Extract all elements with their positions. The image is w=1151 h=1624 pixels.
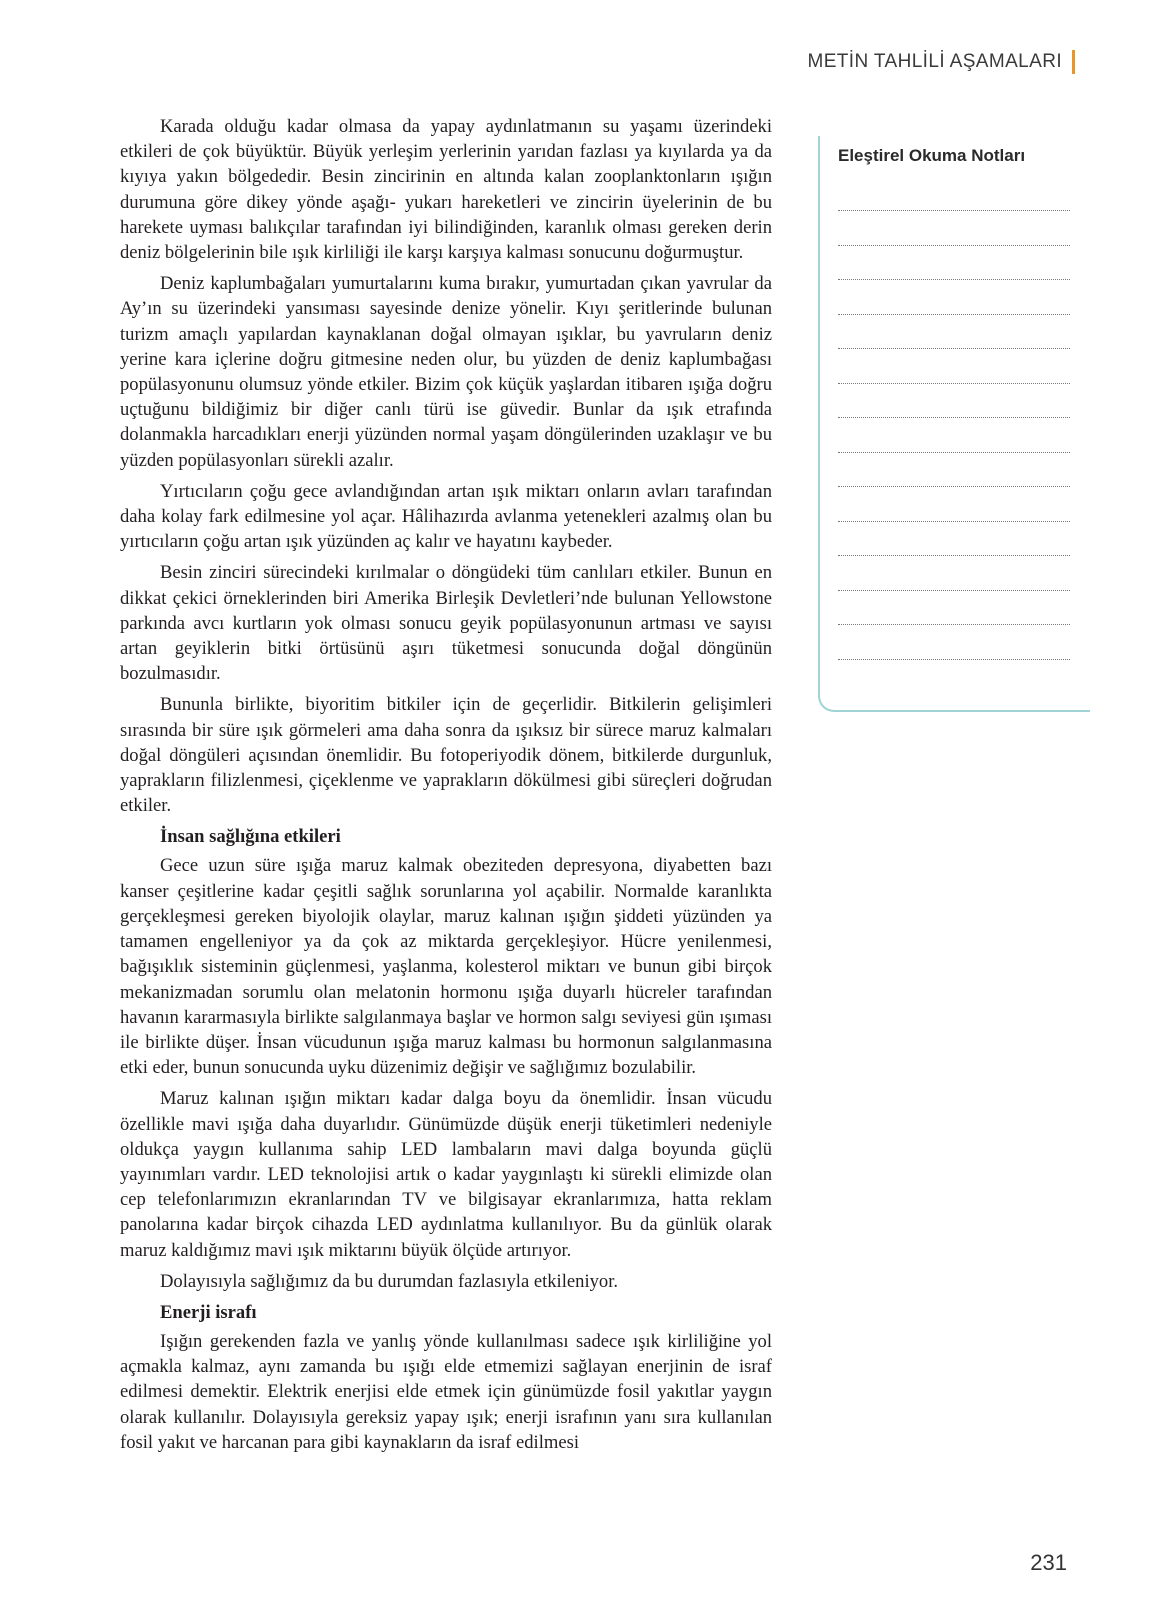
running-header: [807, 50, 1075, 74]
note-line: [838, 279, 1070, 280]
paragraph: Gece uzun süre ışığa maruz kalmak obeziteden depresyona, diyabetten bazı kanser çeşitlerine kadar çeşitli sağlık sorunlarına yol açabilir. Normalde karanlıkta gerçekleşmesi gereken biyolojik olaylar, maruz kalınan ışığın şiddeti yüzünden ya tamamen engelleniyor ya da çok az miktarda gerçekleşiyor. Hücre yenilenmesi, bağışıklık sisteminin güçlenmesi, yaşlanma, kolesterol miktarı ve bunun gibi birçok mekanizmadan sorumlu olan melatonin hormonu ışığa duyarlı hücreler tarafından havanın kararmasıyla birlikte salgılanmaya başlar ve hormon salgı seviyesi gün ışıması ile birlikte düşer. İnsan vücudunun ışığa maruz kalması bu hormonun salgılanmasına etki eder, bunun sonucunda uyku düzenimiz değişir ve sağlığımız bozulabilir.: [120, 855, 772, 1079]
paragraph: Bununla birlikte, biyoritim bitkiler için de geçerlidir. Bitkilerin gelişimleri sırasında bir süre ışık görmeleri ama daha sonra da ışıksız bir sürece maruz kalmaları doğal döngüleri açısından önemlidir. Bu fotoperiyodik dönem, bitkilerde durgunluk, yaprakların filizlenmesi, çiçeklenme ve yaprakların dökülmesi gibi süreçleri doğrudan etkiler.: [120, 694, 772, 817]
note-line: [838, 417, 1070, 418]
note-line: [838, 245, 1070, 246]
paragraph: Maruz kalınan ışığın miktarı kadar dalga boyu da önemlidir. İnsan vücudu özellikle mavi ışığa daha duyarlıdır. Günümüzde düşük enerji tüketimleri nedeniyle oldukça yaygın kullanıma sahip LED lambaların mavi dalga boyunda güçlü yayınımları vardır. LED teknolojisi artık o kadar yaygınlaştı ki sürekli elimizde olan cep telefonlarımızın ekranlarından TV ve bilgisayar ekranlarımıza, hatta reklam panolarına kadar birçok cihazda LED aydınlatma kullanılıyor. Bu da günlük olarak maruz kaldığımız mavi ışık miktarını büyük ölçüde artırıyor.: [120, 1088, 772, 1261]
note-line: [838, 383, 1070, 384]
note-line: [838, 210, 1070, 211]
note-line: [838, 659, 1070, 660]
chapter-title: METİN TAHLİLİ AŞAMALARI: [807, 51, 1062, 72]
section-heading-energy: Enerji israfı: [160, 1301, 257, 1323]
paragraph: Yırtıcıların çoğu gece avlandığından artan ışık miktarı onların avları tarafından daha kolay fark edilmesine yol açar. Hâlihazırda avlanma yetenekleri azalmış olan bu yırtıcıların çoğu artan ışık yüzünden aç kalır ve hayatını kaybeder.: [120, 480, 772, 553]
note-line: [838, 314, 1070, 315]
header-accent-bar: [1072, 50, 1075, 74]
main-text-column: [120, 114, 772, 1461]
section-heading-health: İnsan sağlığına etkileri: [160, 826, 341, 848]
paragraph: Karada olduğu kadar olmasa da yapay aydınlatmanın su yaşamı üzerindeki etkileri de çok büyüktür. Büyük yerleşim yerlerinin yarıdan fazlası ya kıyılarda ya da kıyıya yakın bölgededir. Besin zincirinin en altında kalan zooplanktonların ışığın durumuna göre dikey yönde aşağı- yukarı hareketleri ve zincirin üyelerinin de bu harekete uyması balıkçılar tarafından iyi bilindiğinden, karanlık olması gereken derin deniz bölgelerinin bile ışık kirliliği ile karşı karşıya kalması sonucunu doğurmuştur.: [120, 116, 772, 264]
paragraph: Dolayısıyla sağlığımız da bu durumdan fazlasıyla etkileniyor.: [160, 1270, 619, 1292]
paragraph: Işığın gerekenden fazla ve yanlış yönde kullanılması sadece ışık kirliliğine yol açmakla kalmaz, aynı zamanda bu ışığı elde etmemizi sağlayan enerjinin de israf edilmesi demektir. Elektrik enerjisi elde etmek için günümüzde fosil yakıtlar yaygın olarak kullanılır. Dolayısıyla gereksiz yapay ışık; enerji israfının yanı sıra kullanılan fosil yakıt ve harcanan para gibi kaynakların da israf edilmesi: [120, 1330, 772, 1453]
paragraph: Deniz kaplumbağaları yumurtalarını kuma bırakır, yumurtadan çıkan yavrular da Ay’ın su üzerindeki yansıması sayesinde denize yönelir. Kıyı şeritlerinde bulunan turizm amaçlı yapılardan kaynaklanan doğal olmayan ışıklar, bu yavruların deniz yerine kara içlerine doğru gitmesine neden olur, bu yüzden de deniz kaplumbağası popülasyonunu olumsuz yönde etkiler. Bizim çok küçük yaşlardan itibaren ışığa doğru uçtuğunu bildiğimiz bir diğer canlı türü ise güvedir. Bunlar da ışık etrafında dolanmakla harcadıkları enerji yüzünden normal yaşam döngülerinden uzaklaşır ve bu yüzden popülasyonları sürekli azalır.: [120, 273, 772, 471]
note-line: [838, 555, 1070, 556]
critical-reading-notes-box: [818, 136, 1090, 712]
note-line: [838, 590, 1070, 591]
page-number: 231: [1030, 1550, 1067, 1575]
note-line: [838, 624, 1070, 625]
note-line: [838, 521, 1070, 522]
note-line: [838, 486, 1070, 487]
notes-title: Eleştirel Okuma Notları: [838, 146, 1026, 165]
note-line: [838, 452, 1070, 453]
note-line: [838, 348, 1070, 349]
paragraph: Besin zinciri sürecindeki kırılmalar o döngüdeki tüm canlıları etkiler. Bunun en dikkat çekici örneklerinden biri Amerika Birleşik Devletleri’nde bulunan Yellowstone parkında avcı kurtların yok olması sonucu geyik popülasyonunun artması ve sayısı artan geyiklerin bitki örtüsünü aşırı tüketmesi sonucunda doğal döngünün bozulmasıdır.: [120, 562, 772, 685]
